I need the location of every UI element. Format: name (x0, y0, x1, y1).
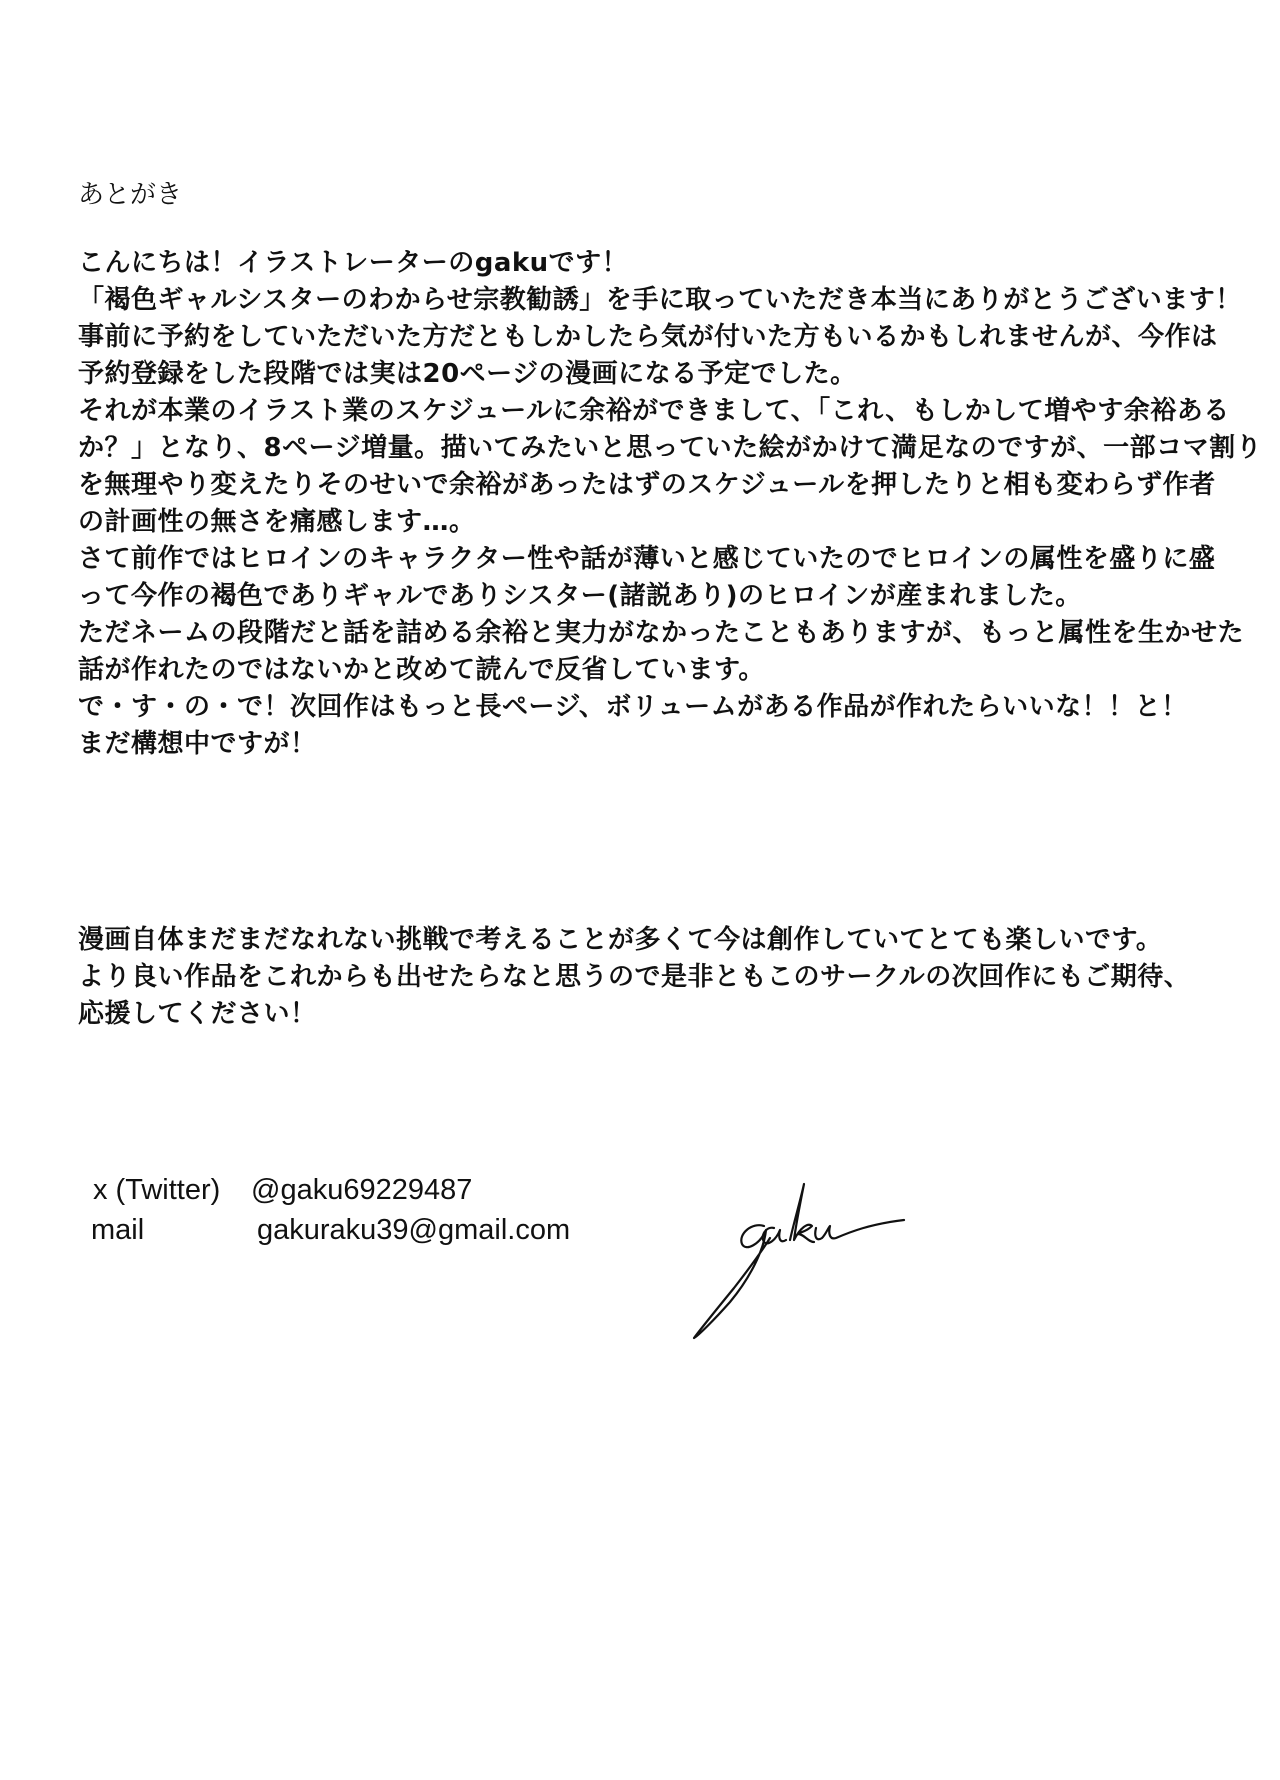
afterword-body (78, 245, 1263, 763)
body-line: まだ構想中ですが！ (78, 729, 317, 759)
body-line: こんにちは！イラストレーターのgakuです！ (78, 248, 629, 278)
handwritten-signature (690, 1170, 910, 1340)
closing-line: より良い作品をこれからも出せたらなと思うので是非ともこのサークルの次回作にもご期待、 (78, 962, 1191, 992)
body-line: の計画性の無さを痛感します…。 (78, 507, 476, 537)
body-line: 話が作れたのではないかと改めて読んで反省しています。 (78, 655, 765, 685)
twitter-label: x (Twitter) (93, 1174, 221, 1206)
mail-label: mail (91, 1214, 145, 1246)
afterword-closing (78, 922, 1218, 1033)
body-line: 予約登録をした段階では実は20ページの漫画になる予定でした。 (78, 359, 857, 389)
closing-line: 漫画自体まだまだなれない挑戦で考えることが多くて今は創作していてとても楽しいです。 (78, 925, 1163, 955)
body-line: さて前作ではヒロインのキャラクター性や話が薄いと感じていたのでヒロインの属性を盛りに盛 (78, 544, 1216, 574)
body-line: 事前に予約をしていただいた方だともしかしたら気が付いた方もいるかもしれませんが、今作は (78, 322, 1218, 352)
body-line: か？」となり、8ページ増量。描いてみたいと思っていた絵がかけて満足なのですが、一部コマ割り (78, 433, 1263, 463)
body-line: って今作の褐色でありギャルでありシスター(諸説あり)のヒロインが産まれました。 (78, 581, 1082, 611)
body-line: ただネームの段階だと話を詰める余裕と実力がなかったこともありますが、もっと属性を生かせた (78, 618, 1245, 648)
body-line: 「褐色ギャルシスターのわからせ宗教勧誘」を手に取っていただき本当にありがとうございます！ (78, 285, 1242, 315)
body-line: で・す・の・で！次回作はもっと長ページ、ボリュームがある作品が作れたらいいな！！と！ (78, 692, 1188, 722)
afterword-heading: あとがき (78, 180, 183, 210)
mail-address: gakuraku39@gmail.com (257, 1214, 571, 1246)
twitter-handle: @gaku69229487 (251, 1174, 473, 1206)
closing-line: 応援してください！ (78, 999, 317, 1029)
body-line: それが本業のイラスト業のスケジュールに余裕ができまして、「これ、もしかして増やす余裕ある (78, 396, 1230, 426)
body-line: を無理やり変えたりそのせいで余裕があったはずのスケジュールを押したりと相も変わらず作者 (78, 470, 1216, 500)
